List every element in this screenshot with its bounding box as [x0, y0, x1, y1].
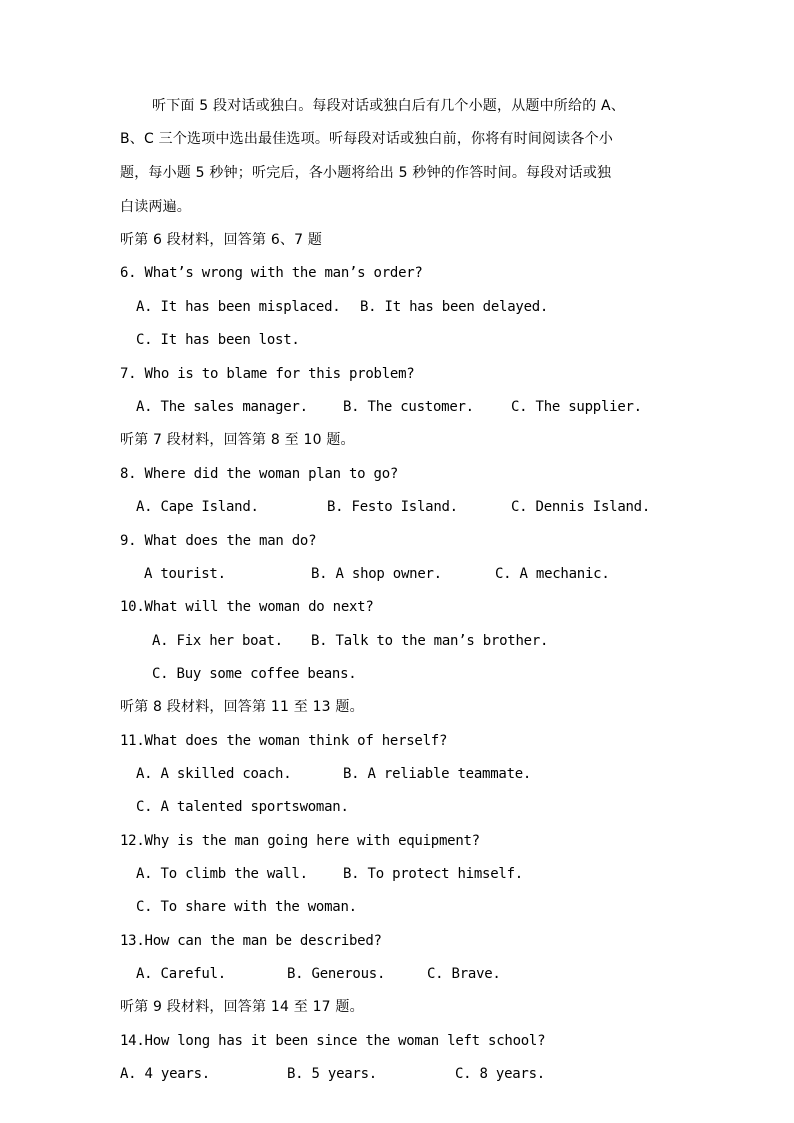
question-9-option-b: B. A shop owner. — [311, 566, 442, 582]
question-9-option-c: C. A mechanic. — [495, 566, 610, 582]
question-14-option-c: C. 8 years. — [455, 1066, 545, 1082]
question-11-option-a: A. A skilled coach. — [136, 766, 292, 782]
question-8-stem: 8. Where did the woman plan to go? — [120, 466, 399, 482]
question-6-option-c: C. It has been lost. — [136, 332, 300, 348]
question-9-stem: 9. What does the man do? — [120, 533, 317, 549]
question-10-option-a: A. Fix her boat. — [152, 633, 283, 649]
instructions-line-3: 题，每小题 5 秒钟；听完后，各小题将给出 5 秒钟的作答时间。每段对话或独 — [120, 165, 612, 181]
question-7-option-c: C. The supplier. — [511, 399, 642, 415]
question-8-option-b: B. Festo Island. — [327, 499, 458, 515]
question-6-stem: 6. What’s wrong with the man’s order? — [120, 265, 423, 281]
question-12-stem: 12.Why is the man going here with equipment? — [120, 833, 480, 849]
question-9-option-a: A tourist. — [144, 566, 226, 582]
question-11-option-b: B. A reliable teammate. — [343, 766, 532, 782]
section-heading-8: 听第 8 段材料，回答第 11 至 13 题。 — [120, 699, 364, 715]
question-7-option-a: A. The sales manager. — [136, 399, 308, 415]
question-13-stem: 13.How can the man be described? — [120, 933, 382, 949]
instructions-line-1: 听下面 5 段对话或独白。每段对话或独白后有几个小题，从题中所给的 A、 — [152, 98, 626, 114]
question-12-option-c: C. To share with the woman. — [136, 899, 357, 915]
question-8-option-c: C. Dennis Island. — [511, 499, 651, 515]
question-14-option-a: A. 4 years. — [120, 1066, 210, 1082]
question-8-option-a: A. Cape Island. — [136, 499, 259, 515]
question-13-option-a: A. Careful. — [136, 966, 226, 982]
question-11-stem: 11.What does the woman think of herself? — [120, 733, 448, 749]
question-6-option-a: A. It has been misplaced. — [136, 299, 341, 315]
question-7-option-b: B. The customer. — [343, 399, 474, 415]
section-heading-9: 听第 9 段材料，回答第 14 至 17 题。 — [120, 999, 364, 1015]
instructions-line-2: B、C 三个选项中选出最佳选项。听每段对话或独白前，你将有时间阅读各个小 — [120, 131, 614, 147]
instructions-line-4: 白读两遍。 — [120, 199, 191, 215]
section-heading-6: 听第 6 段材料，回答第 6、7 题 — [120, 232, 323, 248]
question-13-option-b: B. Generous. — [287, 966, 386, 982]
question-14-option-b: B. 5 years. — [287, 1066, 377, 1082]
question-7-stem: 7. Who is to blame for this problem? — [120, 366, 415, 382]
question-10-option-b: B. Talk to the man’s brother. — [311, 633, 549, 649]
question-10-option-c: C. Buy some coffee beans. — [152, 666, 357, 682]
question-13-option-c: C. Brave. — [427, 966, 501, 982]
question-12-option-b: B. To protect himself. — [343, 866, 523, 882]
question-11-option-c: C. A talented sportswoman. — [136, 799, 349, 815]
question-6-option-b: B. It has been delayed. — [360, 299, 549, 315]
question-10-stem: 10.What will the woman do next? — [120, 599, 374, 615]
section-heading-7: 听第 7 段材料，回答第 8 至 10 题。 — [120, 432, 355, 448]
question-12-option-a: A. To climb the wall. — [136, 866, 308, 882]
question-14-stem: 14.How long has it been since the woman left school? — [120, 1033, 546, 1049]
